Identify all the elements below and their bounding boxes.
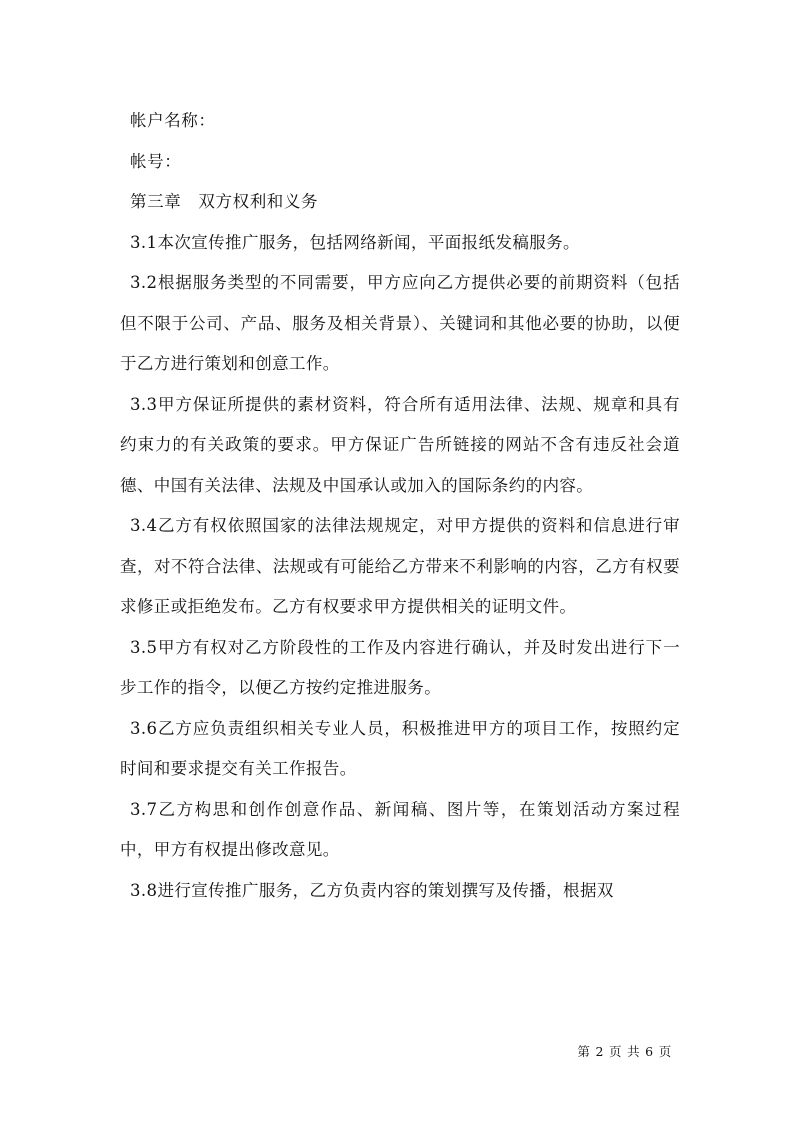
chapter-heading: 第三章 双方权利和义务 <box>130 192 319 211</box>
clause-3-4: 3.4乙方有权依照国家的法律法规规定，对甲方提供的资料和信息进行审查，对不符合法律、法规或有可能给乙方带来不利影响的内容，乙方有权要求修正或拒绝发布。乙方有权要求甲方提供相关的证明文件。 <box>120 516 680 616</box>
account-name-label: 帐户名称： <box>130 111 216 130</box>
account-number-label: 帐号： <box>130 151 182 171</box>
clause-3-3: 3.3甲方保证所提供的素材资料，符合所有适用法律、法规、规章和具有约束力的有关政策的要求。甲方保证广告所链接的网站不含有违反社会道德、中国有关法律、法规及中国承认或加入的国际条约的内容。 <box>120 394 680 495</box>
clause-3-6: 3.6乙方应负责组织相关专业人员，积极推进甲方的项目工作，按照约定时间和要求提交有关工作报告。 <box>120 718 680 778</box>
document-body <box>120 101 680 911</box>
page-indicator: 第 2 页 共 6 页 <box>577 1044 672 1059</box>
clause-3-2: 3.2根据服务类型的不同需要，甲方应向乙方提供必要的前期资料（包括但不限于公司、产品、服务及相关背景）、关键词和其他必要的协助，以便于乙方进行策划和创意工作。 <box>120 273 680 373</box>
clause-3-5: 3.5甲方有权对乙方阶段性的工作及内容进行确认，并及时发出进行下一步工作的指令，以便乙方按约定推进服务。 <box>120 637 680 697</box>
clause-3-7: 3.7乙方构思和创作创意作品、新闻稿、图片等，在策划活动方案过程中，甲方有权提出修改意见。 <box>120 799 680 859</box>
page-footer <box>0 1042 672 1060</box>
clause-3-1: 3.1本次宣传推广服务，包括网络新闻，平面报纸发稿服务。 <box>130 232 580 252</box>
clause-3-8: 3.8进行宣传推广服务，乙方负责内容的策划撰写及传播，根据双 <box>130 880 614 900</box>
